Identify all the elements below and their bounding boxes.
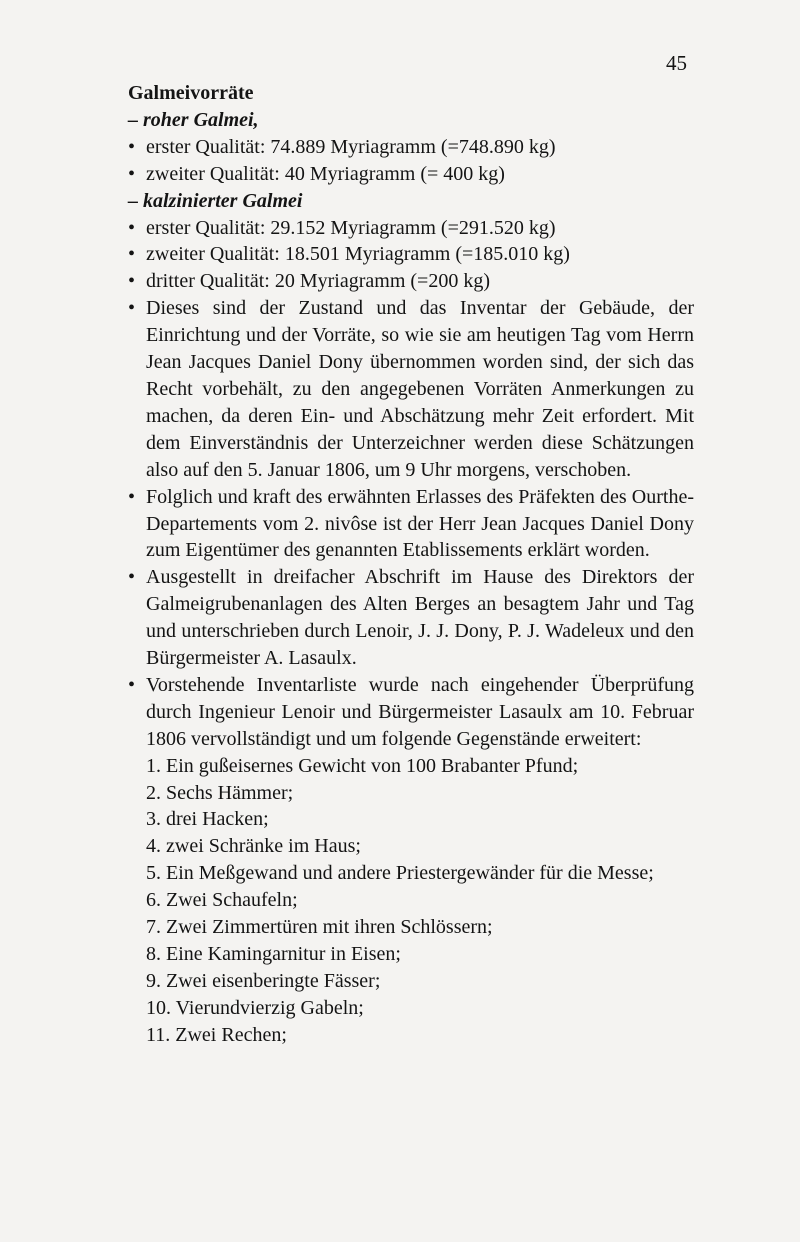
numbered-item: 1. Ein gußeisernes Gewicht von 100 Brabanter Pfund; (146, 754, 579, 777)
section-heading: Galmeivorräte (128, 82, 254, 104)
numbered-item: 8. Eine Kamingarnitur in Eisen; (146, 943, 401, 965)
numbered-item: 4. zwei Schränke im Haus; (146, 835, 361, 858)
list-item: • erster Qualität: 74.889 Myriagramm (=748.890 kg) (128, 134, 694, 161)
list-item: • erster Qualität: 29.152 Myriagramm (=291.520 kg) (128, 215, 694, 242)
paragraph-supplement: • Vorstehende Inventarliste wurde nach eingehender Überprüfung durch Ingenieur Lenoir und Bürgermeister Lasaulx am 10. Februar 1806 vervollständigt und um folgende Gegenstände erweitert: (128, 672, 694, 753)
calcined-calamine-label: – kalzinierter Galmei (128, 189, 303, 212)
paragraph-ownership: • Folglich und kraft des erwähnten Erlasses des Präfekten des Ourthe-Departements vom 2. nivôse ist der Herr Jean Jacques Daniel Dony zum Eigentümer des genannten Etablissements erklärt worden. (128, 484, 694, 565)
numbered-item: 6. Zwei Schaufeln; (146, 889, 298, 912)
list-item: • zweiter Qualität: 40 Myriagramm (= 400 kg) (128, 161, 694, 188)
list-item: • dritter Qualität: 20 Myriagramm (=200 kg) (128, 268, 694, 295)
numbered-item: 2. Sechs Hämmer; (146, 781, 294, 804)
page-body (128, 80, 694, 1049)
raw-calamine-label: – roher Galmei, (128, 108, 259, 131)
list-item: • zweiter Qualität: 18.501 Myriagramm (=185.010 kg) (128, 241, 694, 268)
numbered-item: 7. Zwei Zimmertüren mit ihren Schlössern; (146, 916, 493, 939)
numbered-item: 3. drei Hacken; (146, 808, 269, 831)
numbered-item: 5. Ein Meßgewand und andere Priestergewänder für die Messe; (146, 862, 654, 885)
numbered-item: 10. Vierundvierzig Gabeln; (146, 996, 364, 1019)
paragraph-inventory-state: • Dieses sind der Zustand und das Inventar der Gebäude, der Einrichtung und der Vorräte, so wie sie am heutigen Tag vom Herrn Jean Jacques Daniel Dony übernommen worden sind, der sich das Recht vorbehält, zu den angegebenen Vorräten Anmerkungen zu machen, da deren Ein- und Abschätzung mehr Zeit erfordert. Mit dem Einverständnis der Unterzeichner werden diese Schätzungen also auf den 5. Januar 1806, um 9 Uhr morgens, verschoben. (128, 295, 694, 483)
paragraph-issued: • Ausgestellt in dreifacher Abschrift im Hause des Direktors der Galmeigrubenanlagen des Alten Berges an besagtem Jahr und Tag und unterschrieben durch Lenoir, J. J. Dony, P. J. Wadeleux und den Bürgermeister A. Lasaulx. (128, 564, 694, 672)
numbered-item: 11. Zwei Rechen; (146, 1023, 287, 1046)
numbered-item: 9. Zwei eisenberingte Fässer; (146, 969, 381, 992)
page-number: 45 (666, 51, 687, 75)
